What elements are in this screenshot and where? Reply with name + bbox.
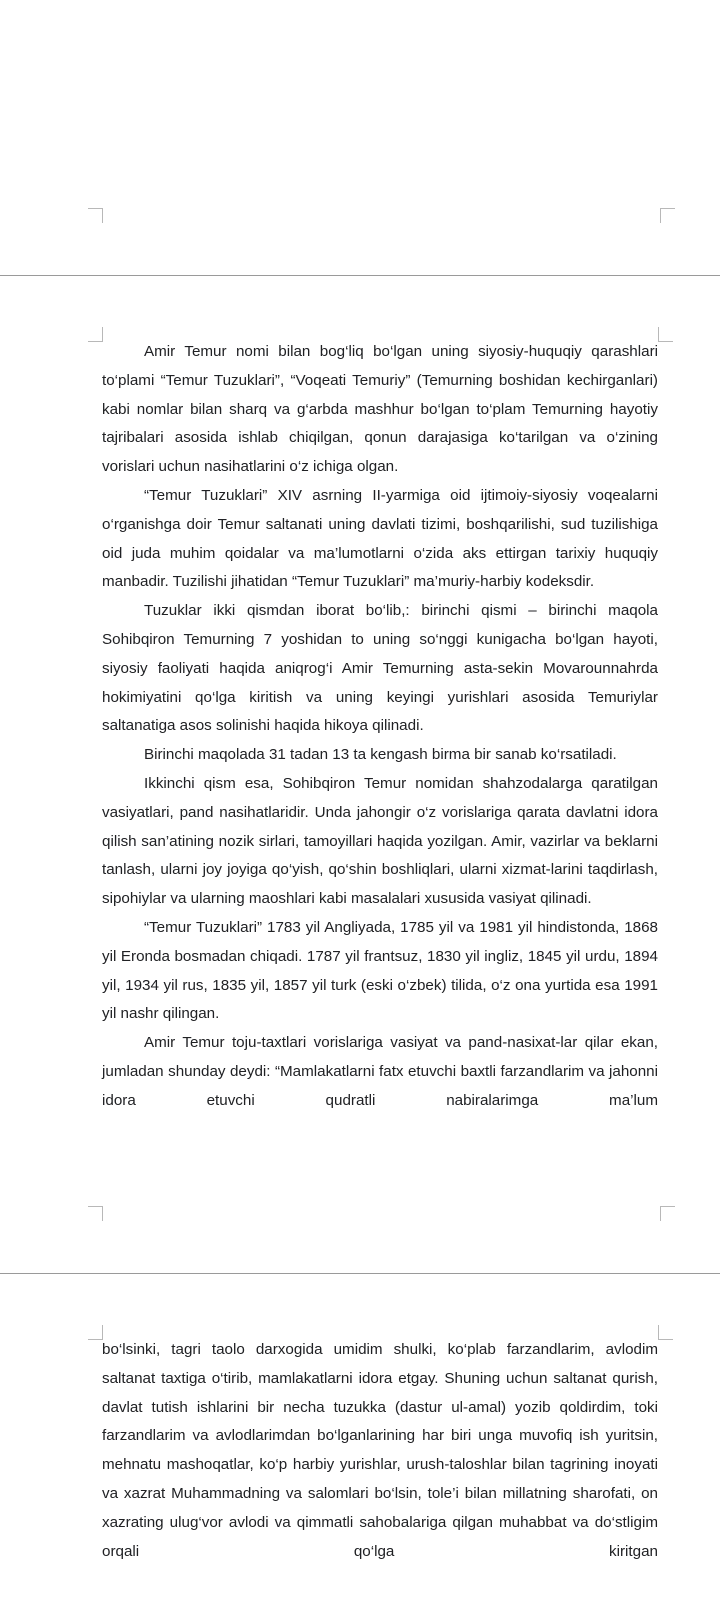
paragraph: Ikkinchi qism esa, Sohibqiron Temur nomidan shahzodalarga qaratilgan vasiyatlari, pand nasihatlaridir. Unda jahongir o‘z vorislariga qarata davlatni idora qilish san’atining nozik sirlari, tamoyillari haqida yozilgan. Amir, vazirlar va beklarni tanlash, ularni joy joyiga qo‘yish, qo‘shin boshliqlari, ularni xizmat-larini taqdirlash, sipohiylar va ularning maoshlari kabi masalalari xususida vasiyat qilinadi. [102,774,658,908]
paragraph: bo‘lsinki, tagri taolo darxogida umidim shulki, ko‘plab farzandlarim, avlodim saltanat taxtiga o‘tirib, mamlakatlarni idora etgay. Shuning uchun saltanat qurish, davlat tutish ishlarini bir necha tuzukka (dastur ul-amal) yozib qoldirdim, toki farzandlarim va avlodlarimdan bo‘lganlarining har biri unga muvofiq ish yuritsin, mehnatu mashoqatlar, ko‘p harbiy yurishlar, urush-taloshlar bilan tagrining inoyati va xazrat Muhammadning va salomlari bo‘lsin, tole’i bilan millatning sharofati, on xazrating ulug‘vor avlodi va qimmatli sahobalariga qilgan muhabbat va do‘stligim orqali qo‘lga kiritgan [102,1341,658,1560]
page-corner-marker [88,1206,103,1221]
paragraph: “Temur Tuzuklari” XIV asrning II-yarmiga oid ijtimoiy-siyosiy voqealarni o‘rganishga doir Temur saltanati uning davlati tizimi, boshqarilishi, sud tuzilishiga oid juda muhim qoidalar va ma’lumotlarni o‘zida aks ettirgan tarixiy huquqiy manbadir. Tuzilishi jihatidan “Temur Tuzuklari” ma’muriy-harbiy kodeksdir. [102,486,658,591]
page-divider [0,275,720,276]
page-1-body [102,338,658,1116]
paragraph: Birinchi maqolada 31 tadan 13 ta kengash birma bir sanab ko‘rsatiladi. [144,746,617,764]
paragraph: Amir Temur toju-taxtlari vorislariga vasiyat va pand-nasixat-lar qilar ekan, jumladan shunday deydi: “Mamlakatlarni fatx etuvchi baxtli farzandlarim va jahonni idora etuvchi qudratli nabiralarimga ma’lum [102,1034,658,1109]
page-corner-marker [660,208,675,223]
page-2-body [102,1336,658,1566]
page-corner-marker [88,327,103,342]
paragraph: “Temur Tuzuklari” 1783 yil Angliyada, 1785 yil va 1981 yil hindistonda, 1868 yil Eronda bosmadan chiqadi. 1787 yil frantsuz, 1830 yil ingliz, 1845 yil urdu, 1894 yil, 1934 yil rus, 1835 yil, 1857 yil turk (eski o‘zbek) tilida, o‘z ona yurtida esa 1991 yil nashr qilingan. [102,918,658,1023]
page-corner-marker [660,1206,675,1221]
page-corner-marker [88,1325,103,1340]
paragraph: Amir Temur nomi bilan bog‘liq bo‘lgan uning siyosiy-huquqiy qarashlari to‘plami “Temur Tuzuklari”, “Voqeati Temuriy” (Temurning boshidan kechirganlari) kabi nomlar bilan sharq va g‘arbda mashhur bo‘lgan to‘plam Temurning hayotiy tajribalari asosida ishlab chiqilgan, qonun darajasiga ko‘tarilgan va o‘zining vorislari uchun nasihatlarini o‘z ichiga olgan. [102,343,658,476]
page-corner-marker [658,1325,673,1340]
paragraph: Tuzuklar ikki qismdan iborat bo‘lib,: birinchi qismi – birinchi maqola Sohibqiron Temurning 7 yoshidan to uning so‘nggi kunigacha bo‘lgan hayoti, siyosiy faoliyati haqida aniqrog‘i Amir Temurning asta-sekin Movarounnahrda hokimiyatini qo‘lga kiritish va uning keyingi yurishlari asosida Temuriylar saltanatiga asos solinishi haqida hikoya qilinadi. [102,602,658,735]
page-corner-marker [88,208,103,223]
page-divider [0,1273,720,1274]
page-corner-marker [658,327,673,342]
